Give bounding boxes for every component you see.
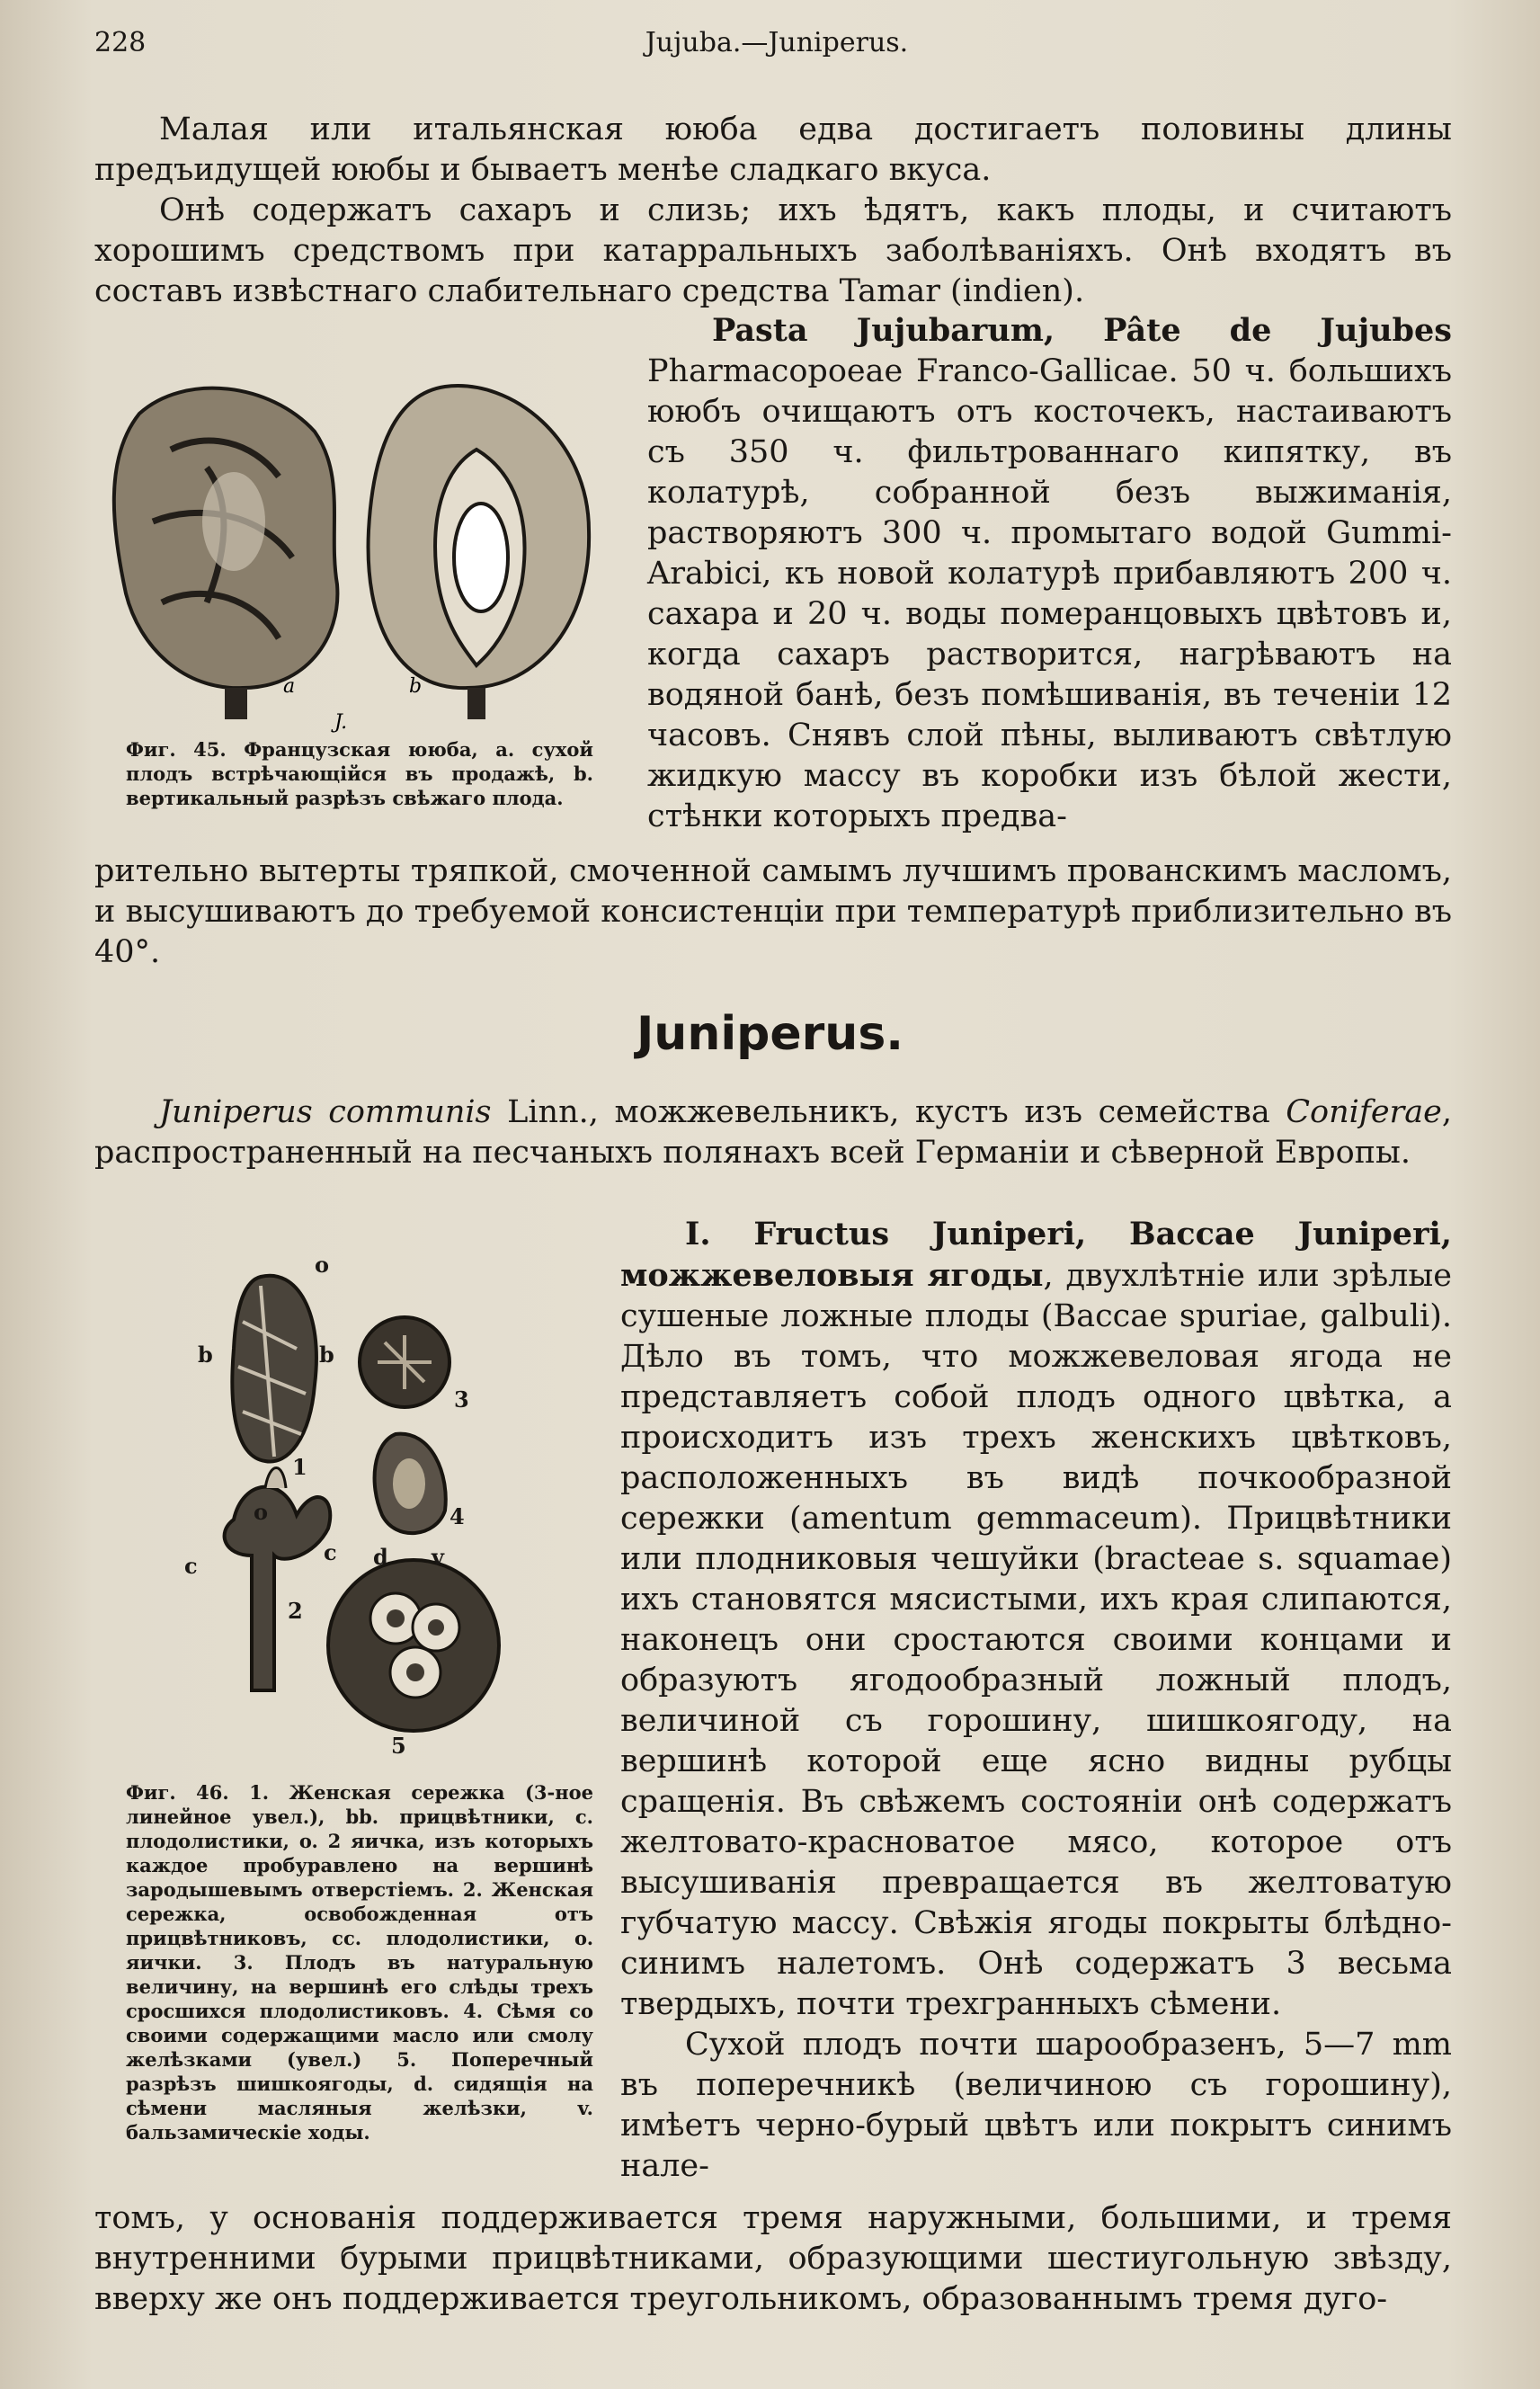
fig46-label-b-left: b	[198, 1342, 213, 1368]
fig46-label-1: 1	[292, 1454, 307, 1480]
fructus-title: I. Fructus Juniperi, Baccae Juniperi, можжевеловыя ягоды	[620, 1216, 1452, 1294]
fructus-juniperi	[620, 1214, 1452, 2187]
pasta-title: Pasta Jujubarum, Pâte de Jujubes	[712, 312, 1452, 349]
fig45-illustration	[99, 378, 611, 737]
fig46-label-c-right: c	[324, 1539, 337, 1565]
jujuba-intro	[94, 110, 1452, 312]
fig46-label-v: v	[432, 1544, 444, 1570]
pasta-jujubarum	[647, 310, 1452, 837]
fig46-label-5: 5	[391, 1733, 406, 1759]
fruit-cross-section-drawing	[328, 1560, 499, 1731]
pasta-text: Pharmacopoeae Franco-Gallicae. 50 ч. большихъ ююбъ очищаютъ отъ косточекъ, настаиваютъ съ 350 ч. фильтрованнаго кипятку, въ колатурѣ, собранной безъ выжиманія, растворяютъ 300 ч. промытаго водой Gummi-Arabici, къ новой колатурѣ прибавляютъ 200 ч. сахара и 20 ч. воды померанцовыхъ цвѣтовъ и, когда сахаръ растворится, нагрѣваютъ на водяной банѣ, безъ помѣшиванія, въ теченіи 12 часовъ. Снявъ слой пѣны, выливаютъ свѣтлую жидкую массу въ коробки изъ бѣлой жести, стѣнки которыхъ предва-	[647, 353, 1452, 834]
fig46-caption: Фиг. 46. 1. Женская сережка (3-ное линейное увел.), bb. прицвѣтники, c. плодолистики, o. 2 яичка, изъ которыхъ каждое пробуравлено на вершинѣ зародышевымъ отверстіемъ. 2. Женская сережка, освобожденная отъ прицвѣтниковъ, cc. плодолистики, o. яички. 3. Плодъ въ натуральную величину, на вершинѣ его слѣды трехъ сросшихся плодолистиковъ. 4. Сѣмя со своими содержащими масло или смолу желѣзками (увел.) 5. Поперечный разрѣзъ шишкоягоды, d. сидящія на сѣмени масляныя желѣзки, v. бальзамическіе ходы.	[126, 1781, 593, 2144]
intro-mid: , можжевельникъ, кустъ изъ семейства	[588, 1094, 1270, 1130]
jujuba-para-1: Малая или итальянская ююба едва достигаетъ половины длины предъидущей ююбы и бываетъ менѣе сладкаго вкуса.	[94, 111, 1452, 188]
fig45-label-a: a	[283, 675, 296, 698]
fig45-caption: Фиг. 45. Французская ююба, a. сухой плодъ встрѣчающійся въ продажѣ, b. вертикальный разрѣзъ свѣжаго плода.	[126, 738, 593, 809]
fructus-text: , двухлѣтніе или зрѣлые сушеные ложные плоды (Baccae spuriae, galbuli). Дѣло въ томъ, что можжевеловая ягода не представляетъ собой плодъ одного цвѣтка, а происходитъ изъ трехъ женскихъ цвѣтковъ, расположенныхъ въ видѣ почкообразной сережки (amentum gemmaceum). Прицвѣтники или плодниковыя чешуйки (bracteae s. squamae) ихъ становятся мясистыми, ихъ края слипаются, наконецъ они сростаются своими концами и образуютъ ягодообразный ложный плодъ, величиной съ горошину, шишкоягоду, на вершинѣ которой еще ясно видны рубцы сращенія. Въ свѣжемъ состояніи онѣ содержатъ желтовато-красноватое мясо, которое отъ высушиванія превращается въ желтоватую губчатую массу. Свѣжія ягоды покрыты блѣдно-синимъ налетомъ. Онѣ содержатъ 3 весьма твердыхъ, почти трехгранныхъ сѣмени.	[620, 1258, 1452, 2022]
dry-jujube-drawing	[114, 388, 338, 719]
fig45-label-j: J.	[334, 711, 348, 734]
fig46-label-4: 4	[450, 1503, 465, 1529]
species-author: Linn.	[507, 1094, 589, 1130]
fig46-label-o-mid: o	[254, 1499, 269, 1525]
fig45-label-b: b	[409, 675, 423, 698]
fig46-label-c-left: c	[184, 1553, 198, 1579]
section-heading-juniperus: Juniperus.	[636, 1007, 904, 1061]
fruit-top-drawing	[360, 1317, 450, 1407]
family-name: Coniferae	[1286, 1094, 1442, 1130]
running-head: Jujuba.—Juniperus.	[645, 27, 909, 58]
juniperus-intro	[94, 1092, 1452, 1173]
page-header	[94, 27, 1459, 72]
fig46-label-2: 2	[288, 1598, 303, 1624]
catkin-without-bracts-drawing	[225, 1468, 331, 1691]
jujuba-para-2: Онѣ содержатъ сахаръ и слизь; ихъ ѣдятъ, какъ плоды, и считаютъ хорошимъ средствомъ при катарральныхъ заболѣваніяхъ. Онѣ входятъ въ составъ извѣстнаго слабительнаго средства Tamar (indien).	[94, 192, 1452, 309]
fig46-label-o-top: o	[315, 1252, 330, 1278]
intro-rest: , распространенный на песчаныхъ полянахъ всей Германіи и сѣверной Европы.	[94, 1094, 1452, 1171]
page-number: 228	[94, 27, 147, 58]
species-name: Juniperus communis	[159, 1094, 492, 1130]
female-catkin-drawing	[232, 1276, 316, 1462]
fig46-label-3: 3	[454, 1386, 469, 1413]
dry-fruit-text: Сухой плодъ почти шарообразенъ, 5—7 mm въ поперечникѣ (величиною съ горошину), имѣетъ черно-бурый цвѣтъ или покрытъ синимъ нале-	[620, 2027, 1452, 2184]
pasta-continuation: рительно вытерты тряпкой, смоченной самымъ лучшимъ прованскимъ масломъ, и высушиваютъ до требуемой консистенціи при температурѣ приблизительно въ 40°.	[94, 853, 1452, 970]
dry-fruit-continuation: томъ, у основанія поддерживается тремя наружными, большими, и тремя внутренними бурыми прицвѣтниками, образующими шестиугольную звѣзду, вверху же онъ поддерживается треугольникомъ, образованнымъ тремя дуго-	[94, 2200, 1452, 2317]
jujube-section-drawing	[369, 386, 590, 719]
fig46-label-b-right: b	[319, 1342, 334, 1368]
fig46-illustration	[180, 1250, 611, 1762]
fig46-label-d: d	[373, 1544, 388, 1570]
seed-drawing	[375, 1434, 446, 1534]
